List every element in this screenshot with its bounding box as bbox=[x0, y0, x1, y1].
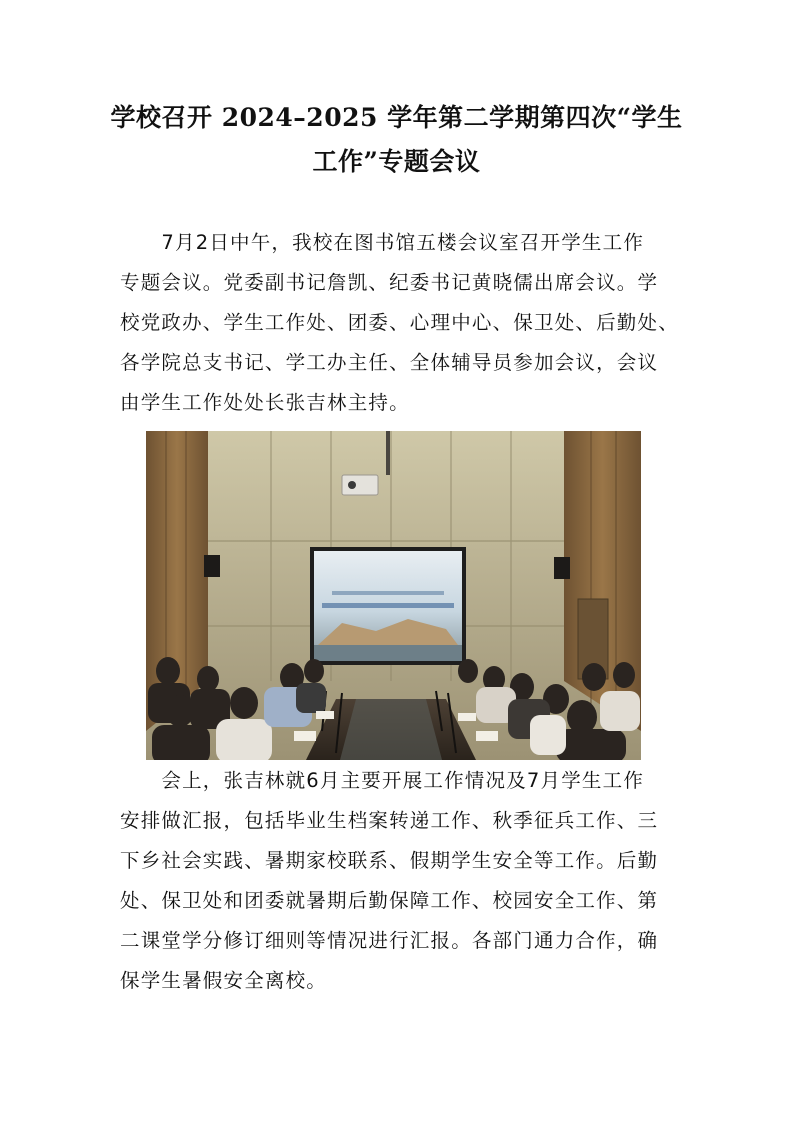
paragraph-line: 7月2日中午，我校在图书馆五楼会议室召开学生工作 bbox=[120, 231, 645, 254]
title-line-2: 工作”专题会议 bbox=[312, 147, 481, 176]
paragraph-line: 二课堂学分修订细则等情况进行汇报。各部门通力合作，确 bbox=[120, 929, 659, 952]
meeting-room-photo bbox=[146, 431, 641, 760]
paragraph-line: 处、保卫处和团委就暑期后勤保障工作、校园安全工作、第 bbox=[120, 889, 659, 912]
paragraph-line: 专题会议。党委副书记詹凯、纪委书记黄晓儒出席会议。学 bbox=[120, 271, 659, 294]
paragraph-line: 安排做汇报，包括毕业生档案转递工作、秋季征兵工作、三 bbox=[120, 809, 659, 832]
paragraph-line: 会上，张吉林就6月主要开展工作情况及7月学生工作 bbox=[120, 769, 645, 792]
paragraph-line: 各学院总支书记、学工办主任、全体辅导员参加会议，会议 bbox=[120, 351, 659, 374]
paragraph-line: 由学生工作处处长张吉林主持。 bbox=[120, 391, 410, 414]
title-line-1: 学校召开 2024–2025 学年第二学期第四次“学生 bbox=[110, 103, 683, 132]
paragraph-line: 保学生暑假安全离校。 bbox=[120, 969, 328, 992]
photo-illustration bbox=[146, 431, 641, 760]
paragraph-1 bbox=[120, 223, 679, 423]
paragraph-2 bbox=[120, 761, 673, 1001]
article-title bbox=[100, 96, 693, 184]
paragraph-line: 校党政办、学生工作处、团委、心理中心、保卫处、后勤处、 bbox=[120, 311, 679, 334]
paragraph-line: 下乡社会实践、暑期家校联系、假期学生安全等工作。后勤 bbox=[120, 849, 659, 872]
